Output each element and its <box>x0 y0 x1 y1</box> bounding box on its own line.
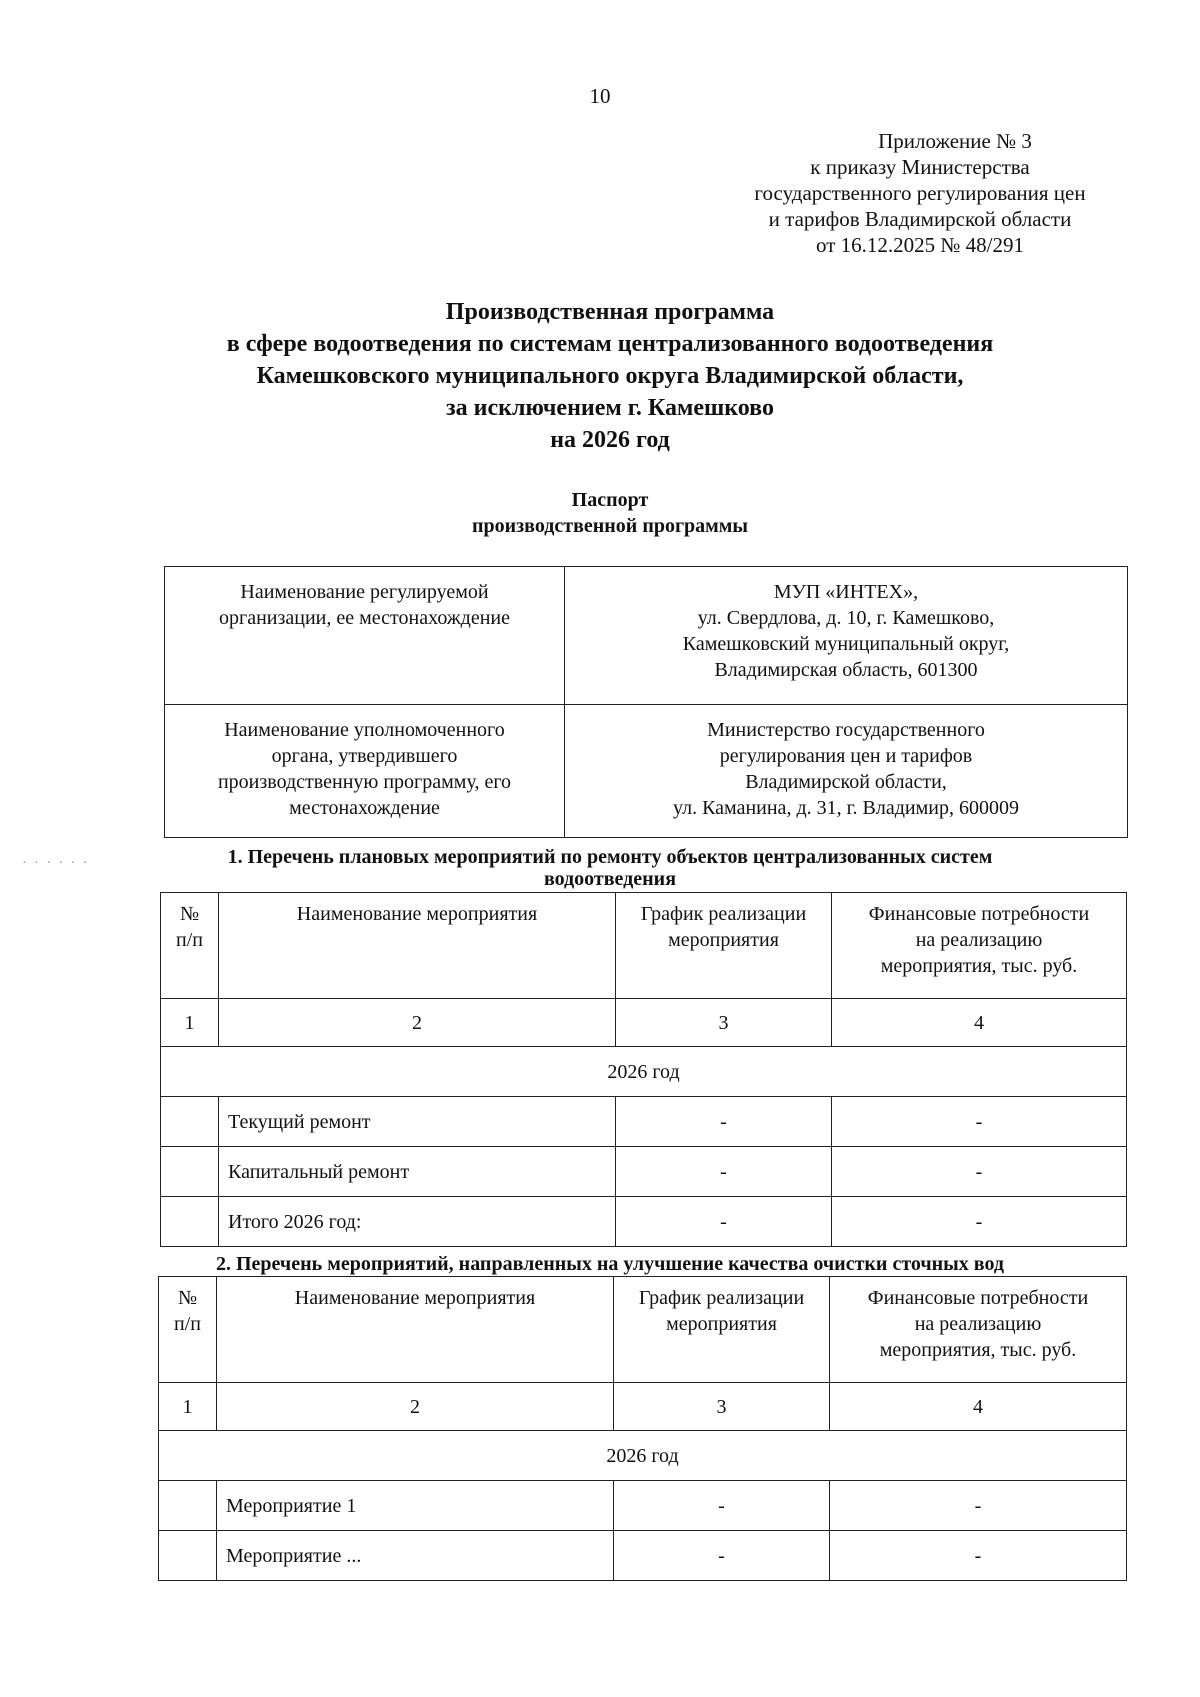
section2-header-row <box>159 1277 1127 1383</box>
header-line: на реализацию <box>914 1313 1042 1335</box>
column-number: 4 <box>832 999 1127 1047</box>
event-finance: - <box>832 1197 1127 1247</box>
event-schedule: - <box>614 1481 830 1531</box>
year-label: 2026 год <box>159 1431 1127 1481</box>
passport-value-line: ул. Свердлова, д. 10, г. Камешково, <box>697 607 995 629</box>
event-name: Текущий ремонт <box>219 1097 616 1147</box>
section2-table <box>158 1276 1127 1581</box>
passport-row <box>165 567 1128 705</box>
column-header-name <box>217 1277 614 1383</box>
passport-value-line: Министерство государственного <box>707 719 985 741</box>
section2-heading-line: 2. Перечень мероприятий, направленных на улучшение качества очистки сточных вод <box>216 1253 1004 1275</box>
column-number: 2 <box>217 1383 614 1431</box>
passport-label-line: организации, ее местонахождение <box>219 607 510 629</box>
row-number <box>161 1147 219 1197</box>
annex-block <box>690 128 1150 258</box>
annex-line: и тарифов Владимирской области <box>768 207 1072 231</box>
event-name: Итого 2026 год: <box>219 1197 616 1247</box>
section2-year-row <box>159 1431 1127 1481</box>
header-line: Наименование мероприятия <box>294 1287 536 1309</box>
event-name: Капитальный ремонт <box>219 1147 616 1197</box>
table-row <box>161 1097 1127 1147</box>
column-header-schedule <box>614 1277 830 1383</box>
section2-column-numbers-row <box>159 1383 1127 1431</box>
header-line: Финансовые потребности <box>867 1287 1089 1309</box>
column-header-name <box>219 893 616 999</box>
passport-label-line: производственную программу, его <box>217 771 512 793</box>
header-line: мероприятия, тыс. руб. <box>879 1339 1077 1361</box>
header-line: № <box>179 903 200 925</box>
header-line: п/п <box>176 929 203 951</box>
event-schedule: - <box>616 1147 832 1197</box>
table-row <box>161 1147 1127 1197</box>
event-schedule: - <box>616 1197 832 1247</box>
section1-column-numbers-row <box>161 999 1127 1047</box>
section1-heading <box>120 846 1100 890</box>
year-label: 2026 год <box>161 1047 1127 1097</box>
column-header-finance <box>832 893 1127 999</box>
section1-year-row <box>161 1047 1127 1097</box>
column-number: 3 <box>616 999 832 1047</box>
annex-line: государственного регулирования цен <box>754 181 1086 205</box>
scan-artifact: · · · · · · <box>22 856 90 871</box>
section2-heading <box>120 1253 1100 1275</box>
passport-value-line: ул. Каманина, д. 31, г. Владимир, 600009 <box>673 797 1019 819</box>
passport-row <box>165 705 1128 838</box>
passport-value-line: МУП «ИНТЕХ», <box>773 581 919 603</box>
passport-heading-line: производственной программы <box>471 515 749 537</box>
passport-value-cell <box>565 567 1128 705</box>
annex-line: от 16.12.2025 № 48/291 <box>815 233 1025 257</box>
annex-line: к приказу Министерства <box>810 155 1030 179</box>
header-line: п/п <box>174 1313 201 1335</box>
passport-label-line: Наименование регулируемой <box>240 581 489 603</box>
passport-value-cell <box>565 705 1128 838</box>
table-row <box>161 1197 1127 1247</box>
header-line: Финансовые потребности <box>868 903 1090 925</box>
title-line: Производственная программа <box>445 299 775 325</box>
passport-label-cell <box>165 705 565 838</box>
section1-header-row <box>161 893 1127 999</box>
event-name: Мероприятие 1 <box>217 1481 614 1531</box>
annex-line: Приложение № 3 <box>878 129 1032 153</box>
row-number <box>161 1197 219 1247</box>
table-row <box>159 1531 1127 1581</box>
passport-heading <box>120 487 1100 539</box>
title-line: в сфере водоотведения по системам централизованного водоотведения <box>226 331 994 357</box>
event-schedule: - <box>616 1097 832 1147</box>
passport-table <box>164 566 1128 838</box>
passport-value-line: Владимирская область, 601300 <box>714 659 978 681</box>
passport-label-line: местонахождение <box>289 797 440 819</box>
header-line: мероприятия <box>666 1313 777 1335</box>
event-schedule: - <box>614 1531 830 1581</box>
document-title <box>120 296 1100 456</box>
passport-value-line: Камешковский муниципальный округ, <box>682 633 1010 655</box>
passport-value-line: Владимирской области, <box>745 771 947 793</box>
passport-label-line: органа, утвердившего <box>271 745 458 767</box>
row-number <box>159 1481 217 1531</box>
header-line: Наименование мероприятия <box>296 903 538 925</box>
passport-label-cell <box>165 567 565 705</box>
section1-table <box>160 892 1127 1247</box>
header-line: № <box>177 1287 198 1309</box>
event-finance: - <box>832 1097 1127 1147</box>
title-line: за исключением г. Камешково <box>446 395 774 421</box>
passport-heading-line: Паспорт <box>571 489 649 511</box>
header-line: График реализации <box>638 1287 805 1309</box>
table-row <box>159 1481 1127 1531</box>
column-header-number <box>161 893 219 999</box>
event-finance: - <box>830 1531 1127 1581</box>
event-name: Мероприятие ... <box>217 1531 614 1581</box>
page-number: 10 <box>589 84 611 108</box>
header-line: График реализации <box>640 903 807 925</box>
column-number: 3 <box>614 1383 830 1431</box>
title-line: на 2026 год <box>550 427 670 453</box>
column-number: 1 <box>159 1383 217 1431</box>
section1-heading-line: водоотведения <box>543 868 677 890</box>
header-line: на реализацию <box>915 929 1043 951</box>
column-header-schedule <box>616 893 832 999</box>
column-number: 4 <box>830 1383 1127 1431</box>
column-number: 2 <box>219 999 616 1047</box>
passport-value-line: регулирования цен и тарифов <box>719 745 973 767</box>
event-finance: - <box>830 1481 1127 1531</box>
header-line: мероприятия <box>668 929 779 951</box>
event-finance: - <box>832 1147 1127 1197</box>
header-line: мероприятия, тыс. руб. <box>880 955 1078 977</box>
column-number: 1 <box>161 999 219 1047</box>
row-number <box>159 1531 217 1581</box>
section1-heading-line: 1. Перечень плановых мероприятий по ремонту объектов централизованных систем <box>227 846 993 868</box>
column-header-number <box>159 1277 217 1383</box>
title-line: Камешковского муниципального округа Владимирской области, <box>256 363 964 389</box>
row-number <box>161 1097 219 1147</box>
column-header-finance <box>830 1277 1127 1383</box>
passport-label-line: Наименование уполномоченного <box>224 719 505 741</box>
